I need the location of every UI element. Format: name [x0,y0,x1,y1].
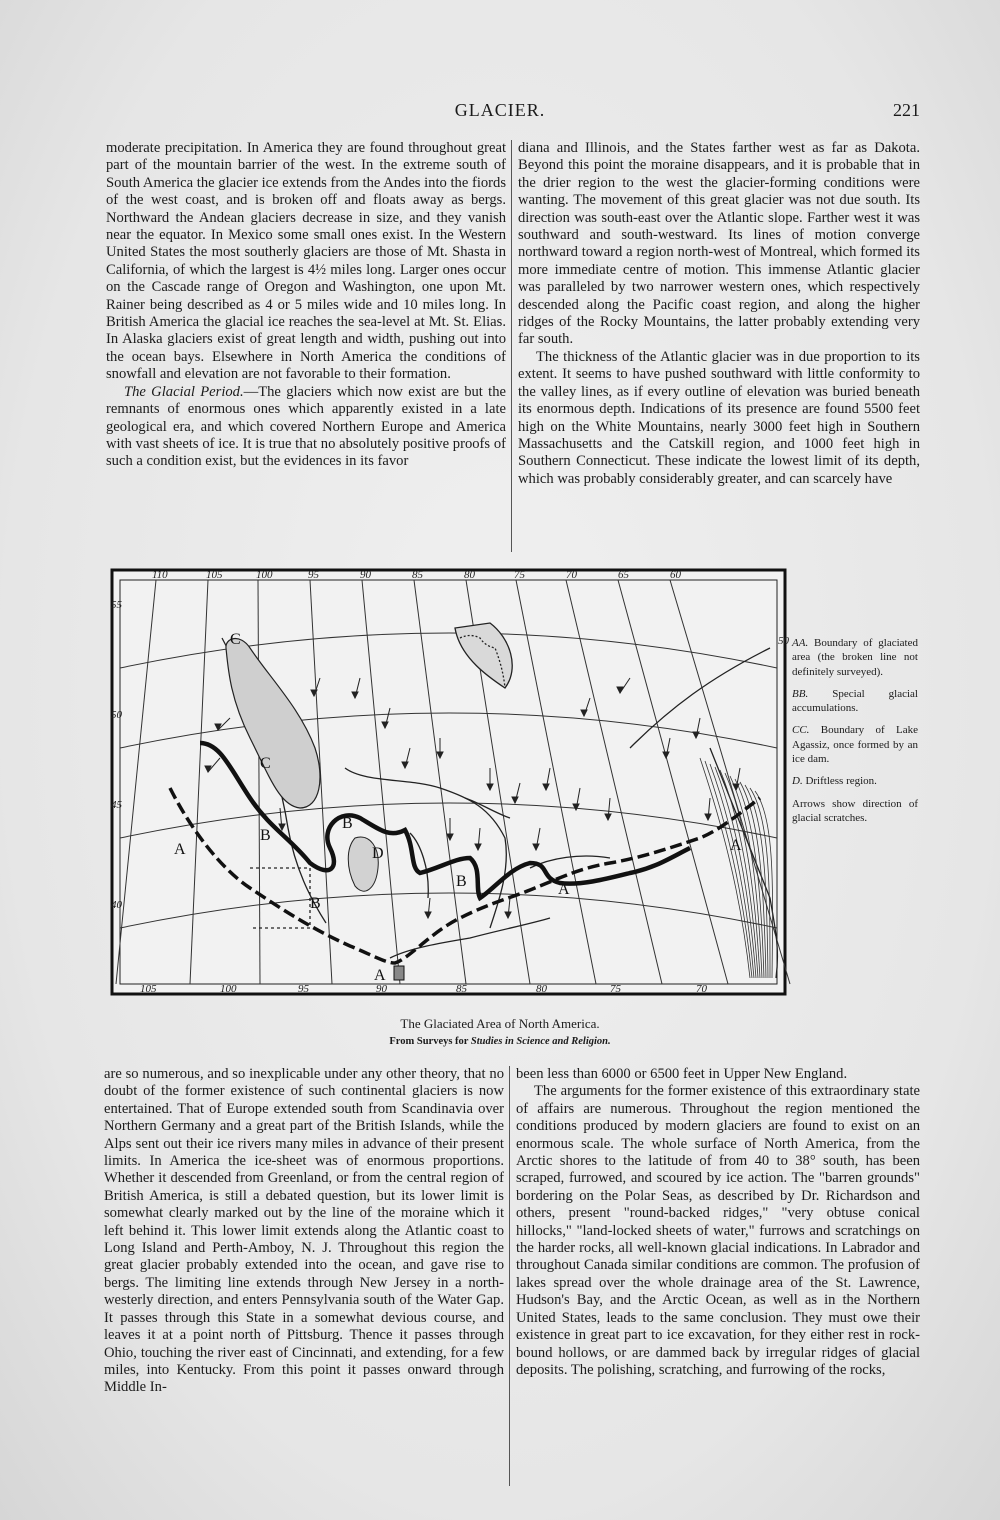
glaciated-area-map [110,568,787,996]
paragraph: diana and Illinois, and the States farther west as far as Dakota. Beyond this point the moraine disappears, and it is probable that in the drier region to the west the glacier-forming conditions were wanting. The movement of this great glacier was not due south. Its direction was south-east over the Atlantic slope. Farther west it was southward and south-westward. Its lines of motion converge northward toward a region north-west of Montreal, which formed its more immediate centre of motion. This immense Atlantic glacier was paralleled by two narrower western ones, which respectively descended along the Pacific coast region, and along the higher ridges of the Rocky Mountains, the latter probably extending very far south. [518,140,920,348]
legend-text: Arrows show direction of glacial scratches. [792,797,918,824]
latitude-label: 50 [111,709,122,721]
latitude-label: 40 [111,899,122,911]
legend-text: Driftless region. [802,775,877,788]
credit-title: Studies in Science and Religion. [470,1036,611,1047]
legend-text: Boundary of Lake Agassiz, once formed by an ice dam. [792,724,918,766]
legend-key: BB. [792,687,809,700]
longitude-label: 85 [412,569,423,581]
longitude-label: 75 [610,983,621,995]
map-legend [792,636,918,833]
page-title: GLACIER. [454,100,546,120]
longitude-label: 80 [536,983,547,995]
region-letter: A [730,837,742,854]
longitude-label: 95 [298,983,309,995]
longitude-label: 75 [514,569,525,581]
legend-text: Boundary of glaciated area (the broken line not definitely surveyed). [792,637,918,678]
longitude-label: 90 [376,983,387,995]
paragraph: The thickness of the Atlantic glacier was in due proportion to its extent. It seems to have pushed southward with little conformity to the valley lines, as if every outline of elevation was buried beneath its enormous depth. Indications of its presence are found 5500 feet high on the White Mountains, nearly 3000 feet high in Southern Massachusetts and the Catskill region, and 1000 feet high in Southern Connecticut. These indicate the lowest limit of its depth, which was probably considerably greater, and can scarcely have [518,348,920,487]
region-letter: C [260,755,271,772]
longitude-label: 80 [464,569,475,581]
legend-item [792,636,918,679]
latitude-label: 55 [111,599,122,611]
legend-item [792,687,918,716]
region-letter: A [558,881,570,898]
map-figure [110,568,787,996]
longitude-label: 100 [256,569,273,581]
paragraph-glacial-period [106,384,506,471]
legend-key: D. [792,775,803,788]
region-letter: B [260,827,271,844]
longitude-label: 100 [220,983,237,995]
figure-caption: The Glaciated Area of North America. [400,1016,600,1031]
legend-item [792,723,918,766]
section-text: —The glaciers which now exist are but the remnants of enormous ones which apparently existed in a late geological era, and which covered Northern Europe and America with vast sheets of ice. It is true that no absolutely positive proofs of such a condition exist, but the evidences in its favor [106,383,506,470]
longitude-label: 65 [618,569,629,581]
latitude-label: 50 [778,635,789,647]
longitude-label: 70 [566,569,577,581]
terminal-marker [394,966,404,980]
running-head [0,100,1000,128]
longitude-label: 85 [456,983,467,995]
column-bottom-left [104,1066,504,1486]
region-letter: D [372,845,384,862]
longitude-label: 95 [308,569,319,581]
column-bottom-right [516,1066,920,1486]
figure-credit [0,1036,1000,1047]
region-letter: B [342,815,353,832]
longitude-label: 105 [206,569,223,581]
paragraph: been less than 6000 or 6500 feet in Upper New England. [516,1066,848,1082]
longitude-label: 110 [152,569,168,581]
latitude-label: 45 [111,799,122,811]
region-letter: A [374,967,386,984]
longitude-label: 90 [360,569,371,581]
legend-key: AA. [792,637,809,649]
paragraph: are so numerous, and so inexplicable under any other theory, that no doubt of the former existence of such continental glaciers is now entertained. That of Europe extended south from Scandinavia over Northern Germany and a great part of the British Islands, while the Alps sent out their ice rivers many miles in advance of their present limits. In America the ice-sheet was of enormous proportions. Whether it descended from Greenland, or from the central region of British America, is still a debated question, but its lower limit is somewhat clearly marked out by the line of the moraine which it left behind it. This lower limit extends along the Atlantic coast to Long Island and Perth-Amboy, N. J. Throughout this region the great glacier probably extended into the ocean, and gave rise to bergs. The limiting line extends through New Jersey in a north-westerly direction, and enters Pennsylvania south of the Water Gap. It passes through this State in a somewhat devious course, and leaves it at a point north of Pittsburg. Thence it passes through Ohio, touching the river east of Cincinnati, and extending, for a few miles, into Kentucky. From this point it passes onward through Middle In- [104,1066,504,1396]
legend-item [792,774,918,788]
longitude-label: 60 [670,569,681,581]
region-letter: C [230,631,241,648]
legend-key: CC. [792,724,810,737]
region-letter: B [456,873,467,890]
column-divider [509,1066,510,1486]
column-divider [511,140,512,552]
region-letter: B [310,895,321,912]
legend-item [792,797,918,826]
column-top-right [518,140,920,552]
section-title: The Glacial Period. [124,383,244,400]
page-number: 221 [893,100,920,120]
paragraph: moderate precipitation. In America they are found throughout great part of the mountain barrier of the west. In the extreme south of South America the glacier ice extends from the Andes into the fiords of the west coast, and is broken off and floats away as bergs. Northward the Andean glaciers decrease in size, and they vanish near the equator. In Mexico some small ones exist. In the Western United States the most southerly glaciers are those of Mt. Shasta in California, of which the largest is 4½ miles long. Larger ones occur on the Cascade range of Oregon and Washington, one upon Mt. Rainer being described as 4 or 5 miles wide and 10 miles long. In British America the glacial ice reaches the sea-level at Mt. St. Elias. In Alaska glaciers exist of great length and width, pushing out into the ocean bays. Elsewhere in North America the conditions of snowfall and elevation are not favorable to their formation. [106,140,507,383]
credit-prefix: From Surveys for [389,1036,471,1047]
longitude-label: 105 [140,983,157,995]
longitude-label: 70 [696,983,707,995]
legend-text: Special glacial accumulations. [792,687,918,715]
paragraph: The arguments for the former existence of this extraordinary state of affairs are numerous. Throughout the region mentioned the conditions produced by modern glaciers are found to exist on an enormous scale. The whole surface of North America, from the Arctic shores to the latitude of from 40 to 38° south, has been scraped, furrowed, and scoured by ice action. The "barren grounds" bordering on the Polar Seas, as described by Dr. Richardson and others, present "round-backed ridges," "very obtuse conical hillocks," "land-locked sheets of water," furrows and scratchings on the harder rocks, all well-known glacial indications. In Labrador and throughout Canada similar conditions are common. The profusion of lakes spread over the whole drainage area of the St. Lawrence, Hudson's Bay, and the Arctic Ocean, as well as in the Northern United States, leads to the same conclusion. They must owe their existence in great part to ice excavation, for they either rest in rock-bound hollows, or are dammed back by irregular ridges of glacial deposits. The polishing, scratching, and furrowing of the rocks, [516,1083,920,1378]
column-top-left [106,140,506,552]
region-letter: A [174,841,186,858]
